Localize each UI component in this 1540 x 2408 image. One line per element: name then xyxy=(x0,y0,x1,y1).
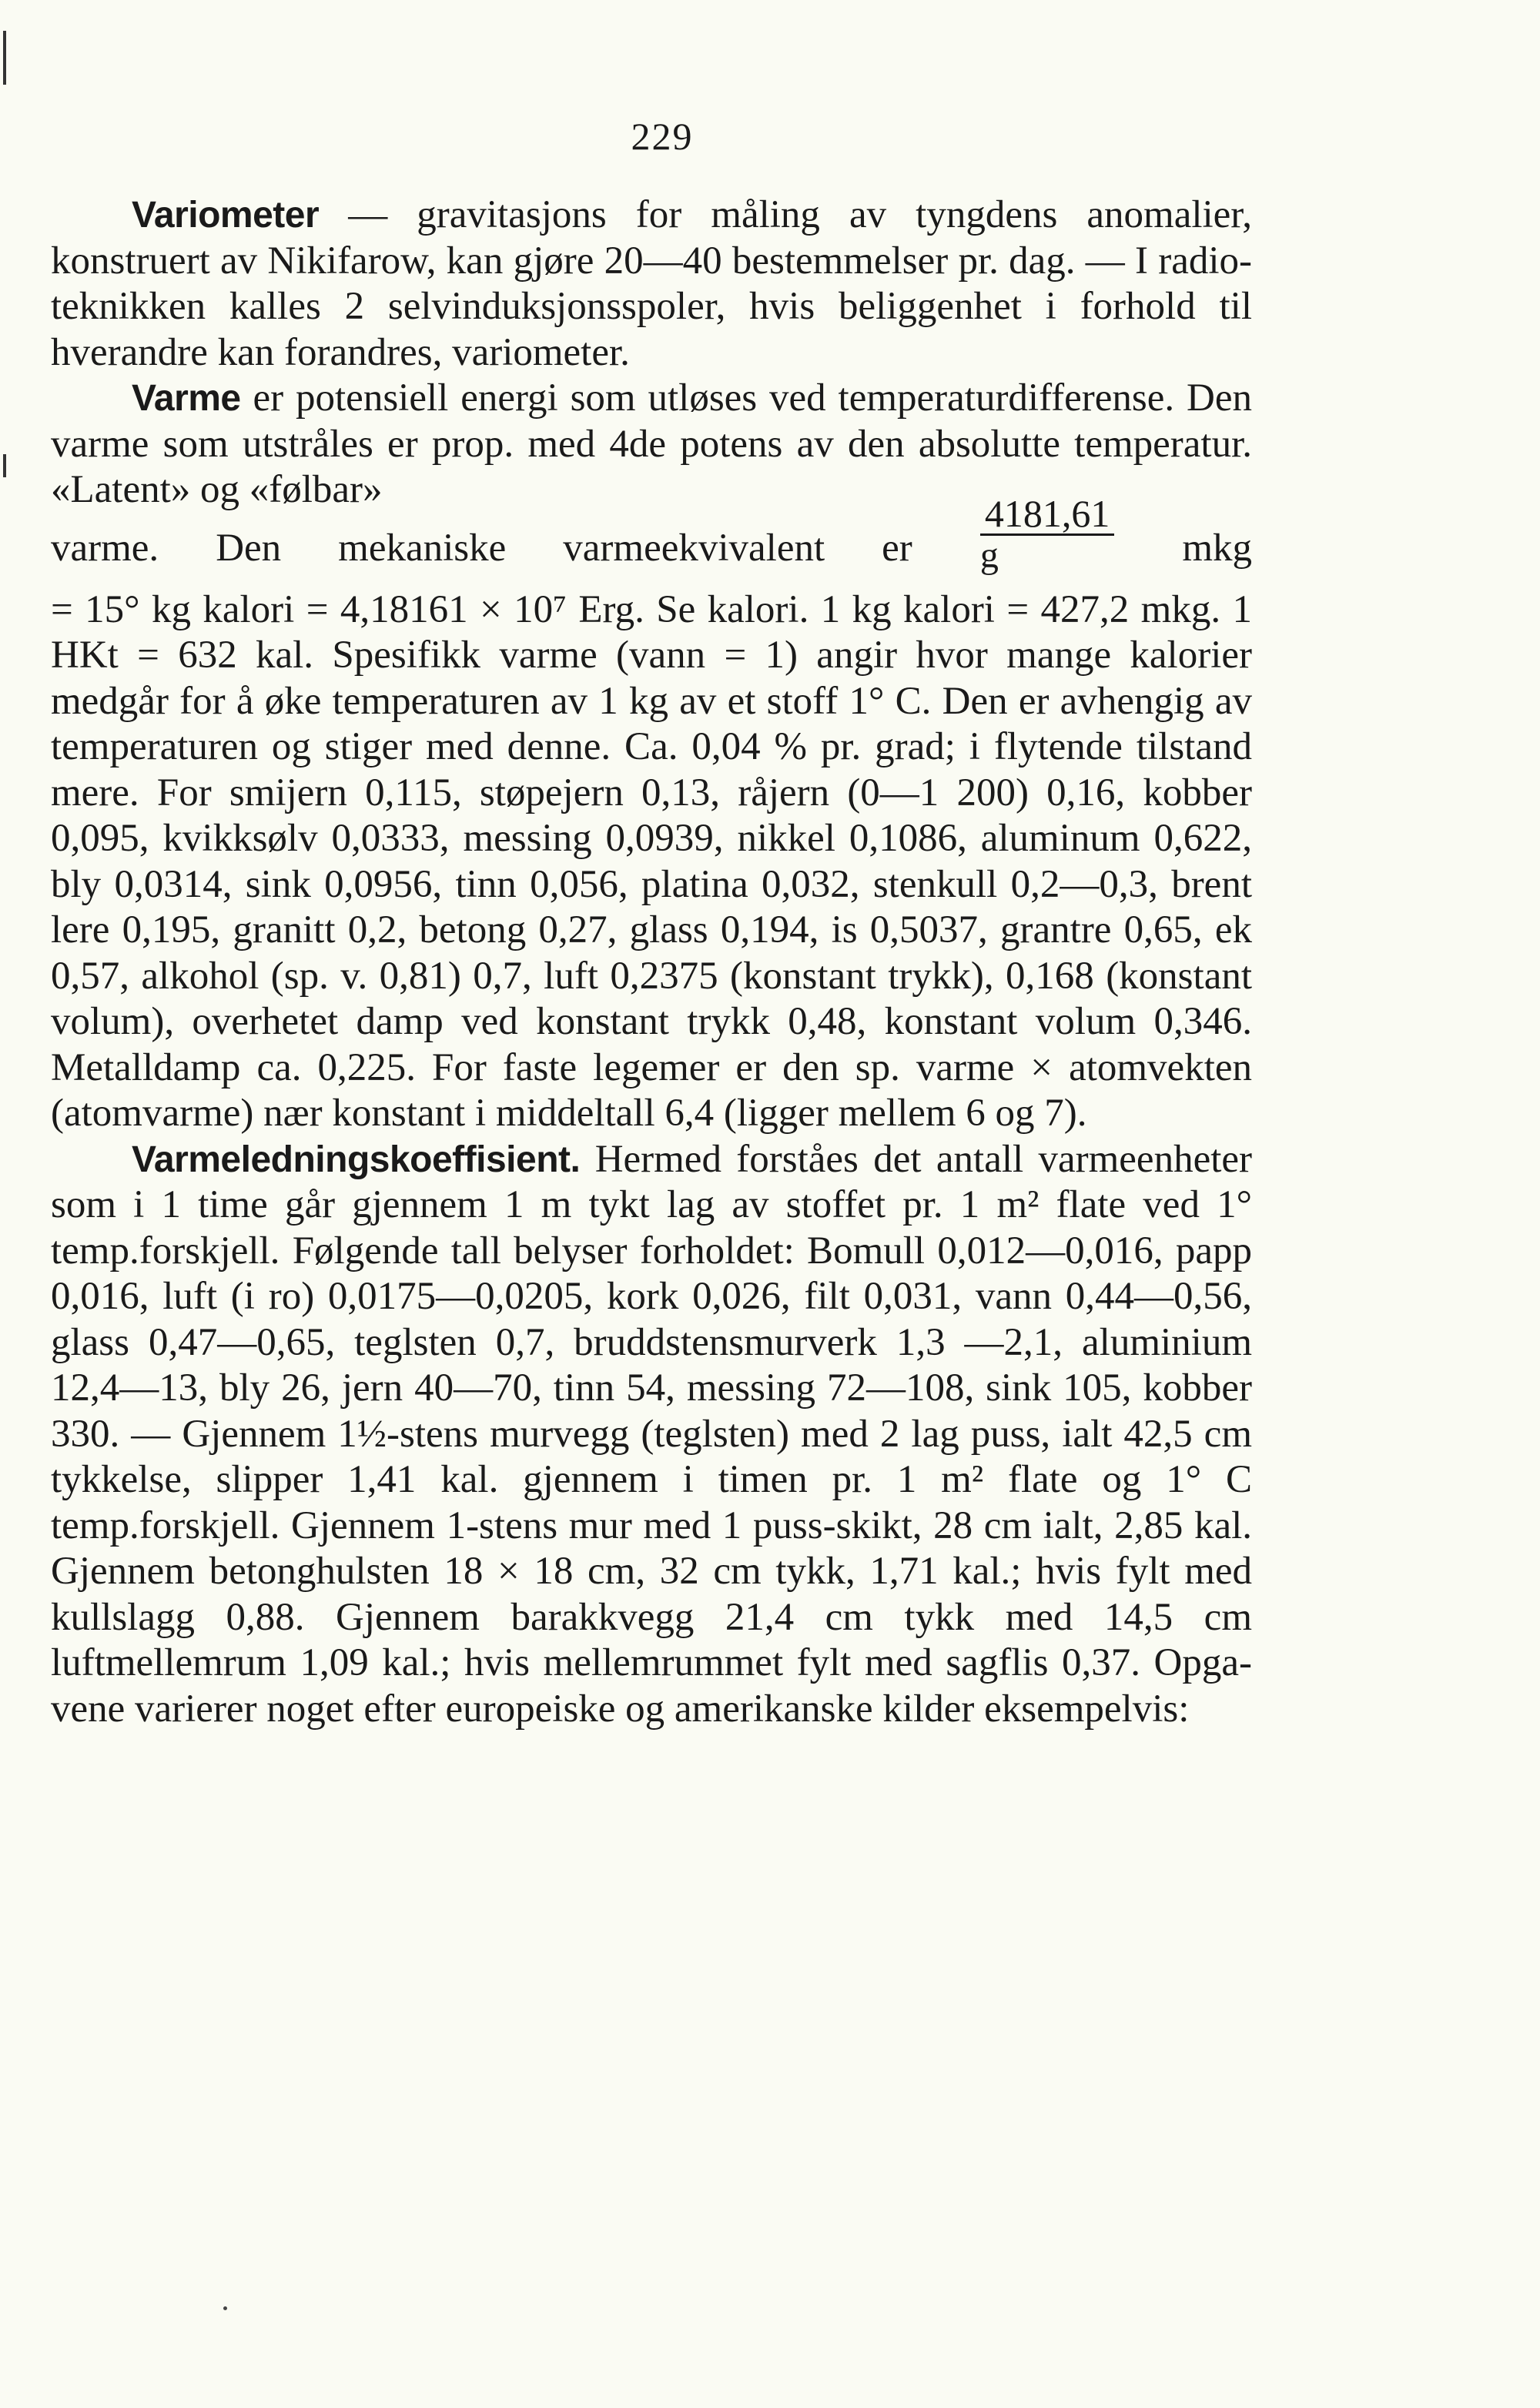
entry-headword: Varme xyxy=(132,378,241,419)
page-number: 229 xyxy=(631,115,694,158)
entry-varmeledningskoeffisient xyxy=(51,1137,1252,1733)
entry-varme-continuation xyxy=(51,587,1252,1137)
page-edge-mark xyxy=(3,31,6,85)
print-speck xyxy=(223,2306,227,2310)
entry-body: = 15° kg kalori = 4,18161 × 10⁷ Erg. Se kalori. 1 kg kalori = 427,2 mkg. 1 HKt = 632 kal. Spesifikk varme (vann = 1) angir hvor mange kalorier medgår for å øke temperaturen av 1 kg av et stoff 1° C. Den er avhengig av temperaturen og stiger med denne. Ca. 0,04 % pr. grad; i flytende tilstand mere. For smijern 0,115, støpejern 0,13, råjern (0—1 200) 0,16, kobber 0,095, kvikksølv 0,0333, messing 0,0939, nikkel 0,1086, aluminum 0,622, bly 0,0314, sink 0,0956, tinn 0,056, platina 0,032, stenkull 0,2—0,3, brent lere 0,195, granitt 0,2, betong 0,27, glass 0,194, is 0,5037, grantre 0,65, ek 0,57, alkohol (sp. v. 0,81) 0,7, luft 0,2375 (konstant trykk), 0,168 (konstant volum), overhetet damp ved konstant trykk 0,48, konstant volum 0,346. Metalldamp ca. 0,225. For faste legemer er den sp. varme × atomvekten (atomvarme) nær konstant i middeltall 6,4 (ligger mellem 6 og 7). xyxy=(51,587,1252,1135)
entry-variometer xyxy=(51,192,1252,376)
fraction-denominator: g xyxy=(979,534,999,576)
page-edge-mark xyxy=(3,454,6,477)
entry-headword: Variometer xyxy=(132,195,320,236)
formula-unit: mkg xyxy=(1182,526,1253,570)
entry-headword: Varmeledningskoeffisient. xyxy=(132,1139,581,1180)
fraction xyxy=(980,493,1115,576)
fraction-numerator: 4181,61 xyxy=(980,493,1115,536)
formula-line xyxy=(51,491,1253,587)
entry-body: Hermed forståes det antall varmeenheter som i 1 time går gjennem 1 m tykt lag av stoffet pr. 1 m² flate ved 1° temp.forskjell. Følgende tall belyser forholdet: Bomull 0,012—0,016, papp 0,016, luft (i ro) 0,0175—0,0205, kork 0,026, filt 0,031, vann 0,44—0,56, glass 0,47—0,65, teglsten 0,7, bruddstensmurverk 1,3 —2,1, aluminium 12,4—13, bly 26, jern 40—70, tinn 54, messing 72—108, sink 105, kobber 330. — Gjennem 1½-stens murvegg (teglsten) med 2 lag puss, ialt 42,5 cm tykkelse, slipper 1,41 kal. gjennem i timen pr. 1 m² flate og 1° C temp.forskjell. Gjennem 1-stens mur med 1 puss-skikt, 28 cm ialt, 2,85 kal. Gjennem betonghulsten 18 × 18 cm, 32 cm tykk, 1,71 kal.; hvis fylt med kullslagg 0,88. Gjennem barakkvegg 21,4 cm tykk med 14,5 cm luftmellemrum 1,09 kal.; hvis mellemrummet fylt med sagflis 0,37. Opgavene varierer noget efter europeiske og amerikanske kilder eksempelvis: xyxy=(51,1137,1252,1731)
entry-body: er potensiell energi som utløses ved temperaturdifferense. Den varme som utstråles er prop. med 4de potens av den absolutte temperatur. «Latent» og «følbar» xyxy=(51,376,1252,511)
entry-body: — gravitasjons for måling av tyngdens anomalier, konstruert av Nikifarow, kan gjøre 20—40 bestemmelser pr. dag. — I radio-teknikken kalles 2 selvinduksjonsspoler, hvis beliggenhet i forhold til hverandre kan forandres, variometer. xyxy=(51,193,1252,374)
formula-lead: varme. Den mekaniske varmeekvivalent er xyxy=(51,526,912,570)
dictionary-text xyxy=(51,192,1252,1732)
